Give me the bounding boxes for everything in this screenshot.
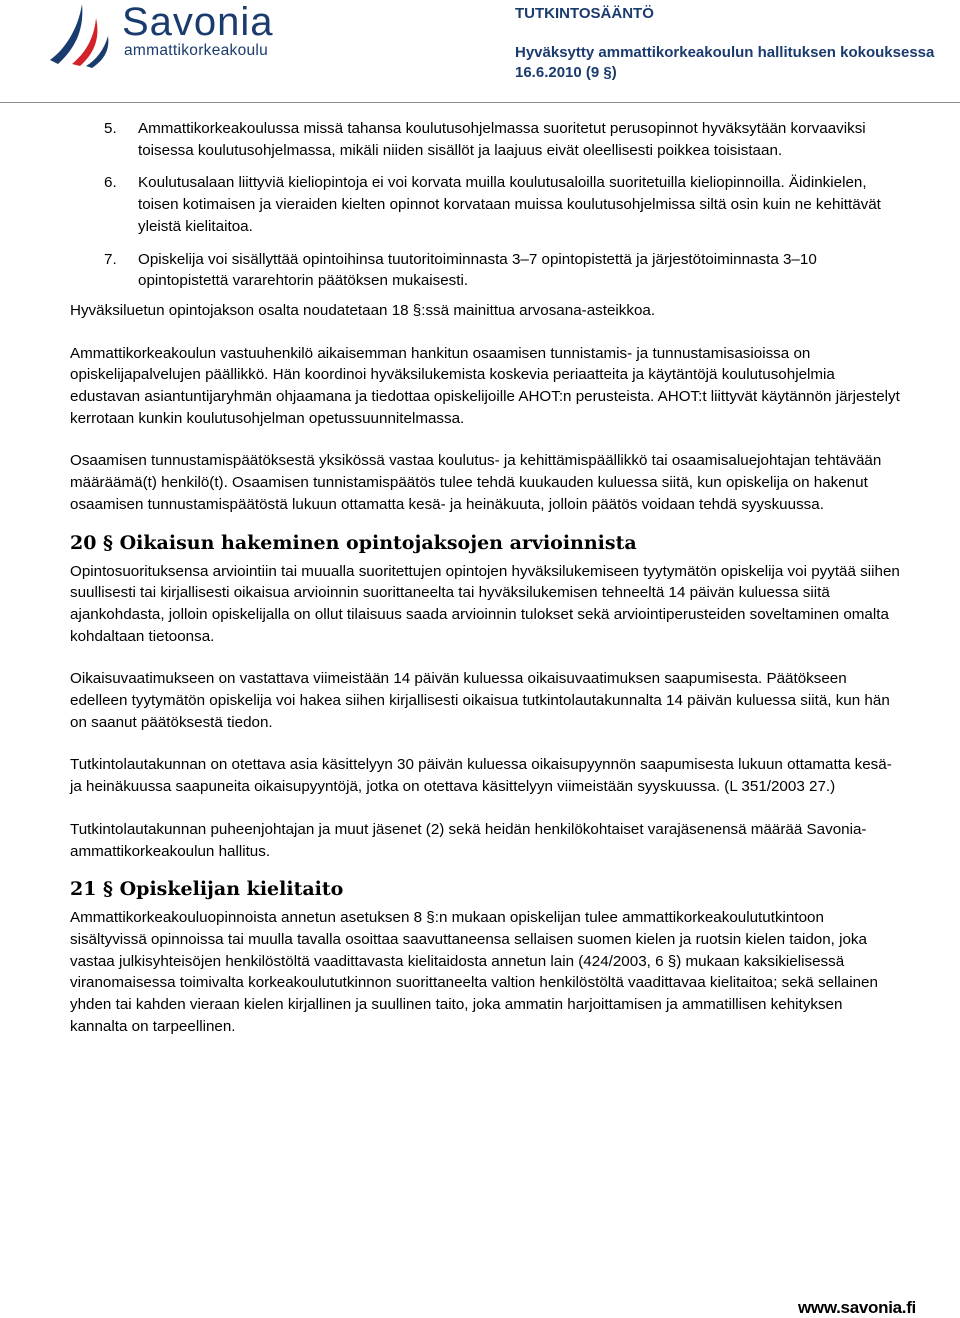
section-21-heading: 21 § Opiskelijan kielitaito [70, 878, 344, 901]
list-item-number: 6. [104, 174, 117, 192]
paragraph: Tutkintolautakunnan on otettava asia käsittelyyn 30 päivän kuluessa oikaisupyynnön saapumisesta lukuun ottamatta kesä- ja heinäkuussa saapuneita oikaisupyyntöjä, jotka on otettava käsittelyyn viimeistään syyskuussa. (L 351/2003 27.) [70, 756, 892, 796]
paragraph: Oikaisuvaatimukseen on vastattava viimeistään 14 päivän kuluessa oikaisuvaatimuksen saapumisesta. Päätökseen edelleen tyytymätön opiskelija voi hakea siihen kirjallisesti oikaisua tutkintolautakunnalta 14 päivän kuluessa siitä, kun hän on saanut päätöksestä tiedon. [70, 670, 890, 731]
list-item-text: Ammattikorkeakoulussa missä tahansa koulutusohjelmassa suoritetut perusopinnot hyväksytään korvaaviksi toisessa koulutusohjelmassa, mikäli niiden sisällöt ja laajuus eivät oleellisesti poikkea toisistaan. [138, 120, 866, 159]
list-item-text: Koulutusalaan liittyviä kieliopintoja ei voi korvata muilla koulutusaloilla suoritetuilla kieliopinnoilla. Äidinkielen, toisen kotimaisen ja vieraiden kielten opinnot korvataan muissa koulutusohjelmissa siltä osin kuin ne kehittävät yleistä kielitaitoa. [138, 174, 881, 235]
list-item-text: Opiskelija voi sisällyttää opintoihinsa tuutoritoiminnasta 3–7 opintopistettä ja järjestötoiminnasta 3–10 opintopistettä vararehtorin päätöksen mukaisesti. [138, 250, 817, 290]
savonia-logo [44, 0, 304, 72]
logo-emblem-icon [44, 0, 116, 72]
list-item [70, 249, 900, 292]
list-item [70, 118, 900, 161]
document-body [70, 118, 900, 1059]
page-header [0, 0, 960, 104]
footer-url: www.savonia.fi [798, 1298, 916, 1317]
paragraph: Osaamisen tunnustamispäätöksestä yksikössä vastaa koulutus- ja kehittämispäällikkö tai osaamisaluejohtajan tehtävään määräämä(t) henkilö(t). Osaamisen tunnistamispäätös tulee tehdä kuukauden kuluessa siitä, kun opiskelija on hakenut osaamisen tunnustamispäätöstä lukuun ottamatta kesä- ja heinäkuuta, jolloin päätös voidaan tehdä syyskuussa. [70, 452, 882, 513]
section-20-heading: 20 § Oikaisun hakeminen opintojaksojen arvioinnista [70, 531, 637, 554]
list-item [70, 172, 900, 237]
paragraph: Opintosuorituksensa arviointiin tai muualla suoritettujen opintojen hyväksilukemiseen tyytymätön opiskelija voi pyytää siihen suullisesti tai kirjallisesti oikaisua arvioinnin suorittaneelta tai hyväksilukemisen tehneeltä 14 päivän kuluessa siitä ajankohdasta, jolloin opiskelijalla on ollut tilaisuus saada arvioinnin tulokset sekä arviointiperusteiden soveltaminen omalta kohdaltaan tietoonsa. [70, 562, 900, 645]
header-divider [0, 102, 960, 103]
logo-wordmark: Savonia [122, 0, 274, 44]
logo-subtitle: ammattikorkeakoulu [124, 42, 269, 59]
list-item-number: 5. [104, 120, 117, 137]
approval-note: Hyväksytty ammattikorkeakoulun hallituksen kokouksessa 16.6.2010 (9 §) [515, 44, 935, 81]
paragraph: Ammattikorkeakoulun vastuuhenkilö aikaisemman hankitun osaamisen tunnistamis- ja tunnustamisasioissa on opiskelijapalvelujen päällikkö. Hän koordinoi hyväksilukemista koskevia periaatteita ja käytäntöjä koulutusohjelmia edustavan asiantuntijaryhmän ohjaamana ja tiedottaa opiskelijoille AHOT:n perusteista. AHOT:t liittyvät käytännön järjestelyt kerrotaan kunkin koulutusohjelman opetussuunnitelmassa. [70, 344, 900, 427]
list-item-number: 7. [104, 250, 117, 268]
paragraph: Hyväksiluetun opintojakson osalta noudatetaan 18 §:ssä mainittua arvosana-asteikkoa. [70, 301, 656, 319]
paragraph: Tutkintolautakunnan puheenjohtajan ja muut jäsenet (2) sekä heidän henkilökohtaiset varajäsenensä määrää Savonia-ammattikorkeakoulun hallitus. [70, 820, 867, 860]
document-title: TUTKINTOSÄÄNTÖ [515, 5, 654, 22]
paragraph: Ammattikorkeakouluopinnoista annetun asetuksen 8 §:n mukaan opiskelijan tulee ammattikorkeakoulututkintoon sisältyvissä opinnoissa tai muulla tavalla osoittaa saavuttaneensa sellaisen suomen kielen ja ruotsin kielen taidon, joka vastaa julkisyhteisöjen henkilöstöltä vaadittavasta kielitaidosta annetun lain (424/2003, 6 §) mukaan kaksikielisessä viranomaisessa toimivalta korkeakoulututkinnon suorittaneelta valtion henkilöstöltä vaadittavaa kielitaitoa; sekä sellainen yhden tai kahden vieraan kielen kirjallinen ja suullinen taito, joka ammatin harjoittamisen ja ammatillisen kehityksen kannalta on tarpeellinen. [70, 909, 878, 1035]
